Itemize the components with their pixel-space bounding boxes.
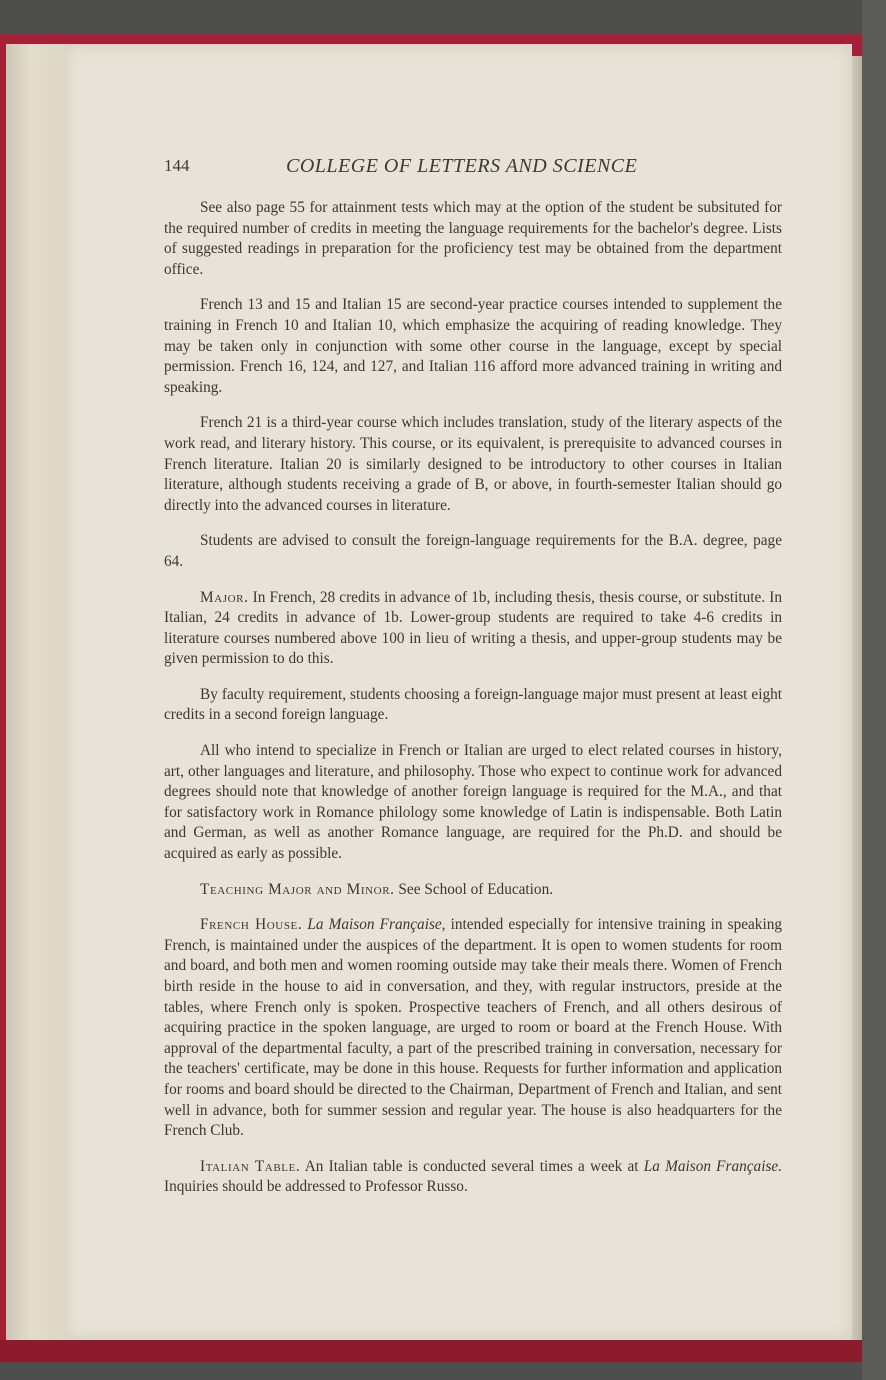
section-heading-italian-table: Italian Table. — [200, 1157, 301, 1175]
page-header — [164, 156, 784, 186]
paragraph-text: In French, 28 credits in advance of 1b, including thesis, thesis course, or substitute. In Italian, 24 credits in advance of 1b. Lower-group students are required to take 4-6 credits in literature courses numbered above 100 in lieu of writing a thesis, and upper-group students may be given permission to do this. — [164, 588, 782, 668]
body-text — [164, 198, 782, 1213]
paragraph-text: intended especially for intensive training in speaking French, is maintained under the auspices of the department. It is open to women students for room and board, and both men and women rooming outside may take their meals there. Women of French birth reside in the house to aid in conversation, and they, with regular instructors, preside at the tables, where French only is spoken. Prospective teachers of French, and all others desirous of acquiring practice in the spoken language, are urged to room or board at the French House. With approval of the departmental faculty, a part of the prescribed training in conversation, necessary for the teachers' certificate, may be done in this house. Requests for further information and application for rooms and board should be directed to the Chairman, Department of French and Italian, and sent well in advance, both for summer session and regular year. The house is also headquarters for the French Club. — [164, 916, 782, 1140]
book-cover-bottom-edge — [0, 1340, 866, 1362]
italic-lead: La Maison Française, — [307, 916, 446, 934]
running-head: COLLEGE OF LETTERS AND SCIENCE — [286, 155, 638, 177]
paragraph-text: An Italian table is conducted several times a week at — [304, 1157, 639, 1175]
paragraph-attainment-tests — [164, 198, 782, 280]
section-heading-french-house: French House. — [200, 916, 303, 934]
page-stack-left-edge — [6, 44, 68, 1340]
paragraph-major — [164, 588, 782, 670]
paragraph-text: French 21 is a third-year course which includes translation, study of the literary aspects of the work read, and literary history. This course, or its equivalent, is prerequisite to advanced courses in French literature. Italian 20 is similarly designed to be introductory to other courses in Italian literature, although students receiving a grade of B, or above, in fourth-semester Italian should go directly into the advanced courses in literature. — [164, 414, 782, 514]
paragraph-text: All who intend to specialize in French or Italian are urged to elect related courses in history, art, other languages and literature, and philosophy. Those who expect to continue work for advanced degrees should note that knowledge of another foreign language is required for the M.A., and that for satisfactory work in Romance philology some knowledge of Latin is indispensable. Both Latin and German, as well as another Romance language, are required for the Ph.D. and should be acquired as early as possible. — [164, 742, 782, 863]
section-heading-teaching: Teaching Major and Minor. — [200, 880, 395, 898]
paragraph-third-year-courses — [164, 413, 782, 516]
italic-tail: La Maison Française. — [643, 1157, 783, 1175]
paragraph-specialize — [164, 741, 782, 865]
paragraph-text-after: Inquiries should be addressed to Professor Russo. — [164, 1178, 468, 1196]
paragraph-foreign-language-requirements — [164, 531, 782, 572]
paragraph-text: By faculty requirement, students choosing a foreign-language major must present at least eight credits in a second foreign language. — [164, 685, 782, 724]
paragraph-italian-table — [164, 1157, 782, 1198]
paragraph-faculty-requirement — [164, 685, 782, 726]
paragraph-text: Students are advised to consult the foreign-language requirements for the B.A. degree, page 64. — [164, 532, 782, 570]
paragraph-text: French 13 and 15 and Italian 15 are second-year practice courses intended to supplement the training in French 10 and Italian 10, which emphasize the acquiring of reading knowledge. They may be taken only in conjunction with some other course in the language, except by special permission. French 16, 124, and 127, and Italian 116 afford more advanced training in writing and speaking. — [164, 296, 782, 396]
paragraph-text: See School of Education. — [398, 880, 554, 898]
section-heading-major: Major. — [200, 588, 249, 606]
paragraph-french-house — [164, 915, 782, 1142]
page-fore-edge — [852, 56, 862, 1340]
page-number: 144 — [164, 156, 190, 175]
background-right-strip — [862, 0, 886, 1380]
paragraph-text: See also page 55 for attainment tests which may at the option of the student be subsituted for the required number of credits in meeting the language requirements for the bachelor's degree. Lists of suggested readings in preparation for the proficiency test may be obtained from the department office. — [164, 199, 782, 278]
paragraph-teaching-major-minor — [164, 880, 782, 901]
paragraph-second-year-courses — [164, 295, 782, 398]
